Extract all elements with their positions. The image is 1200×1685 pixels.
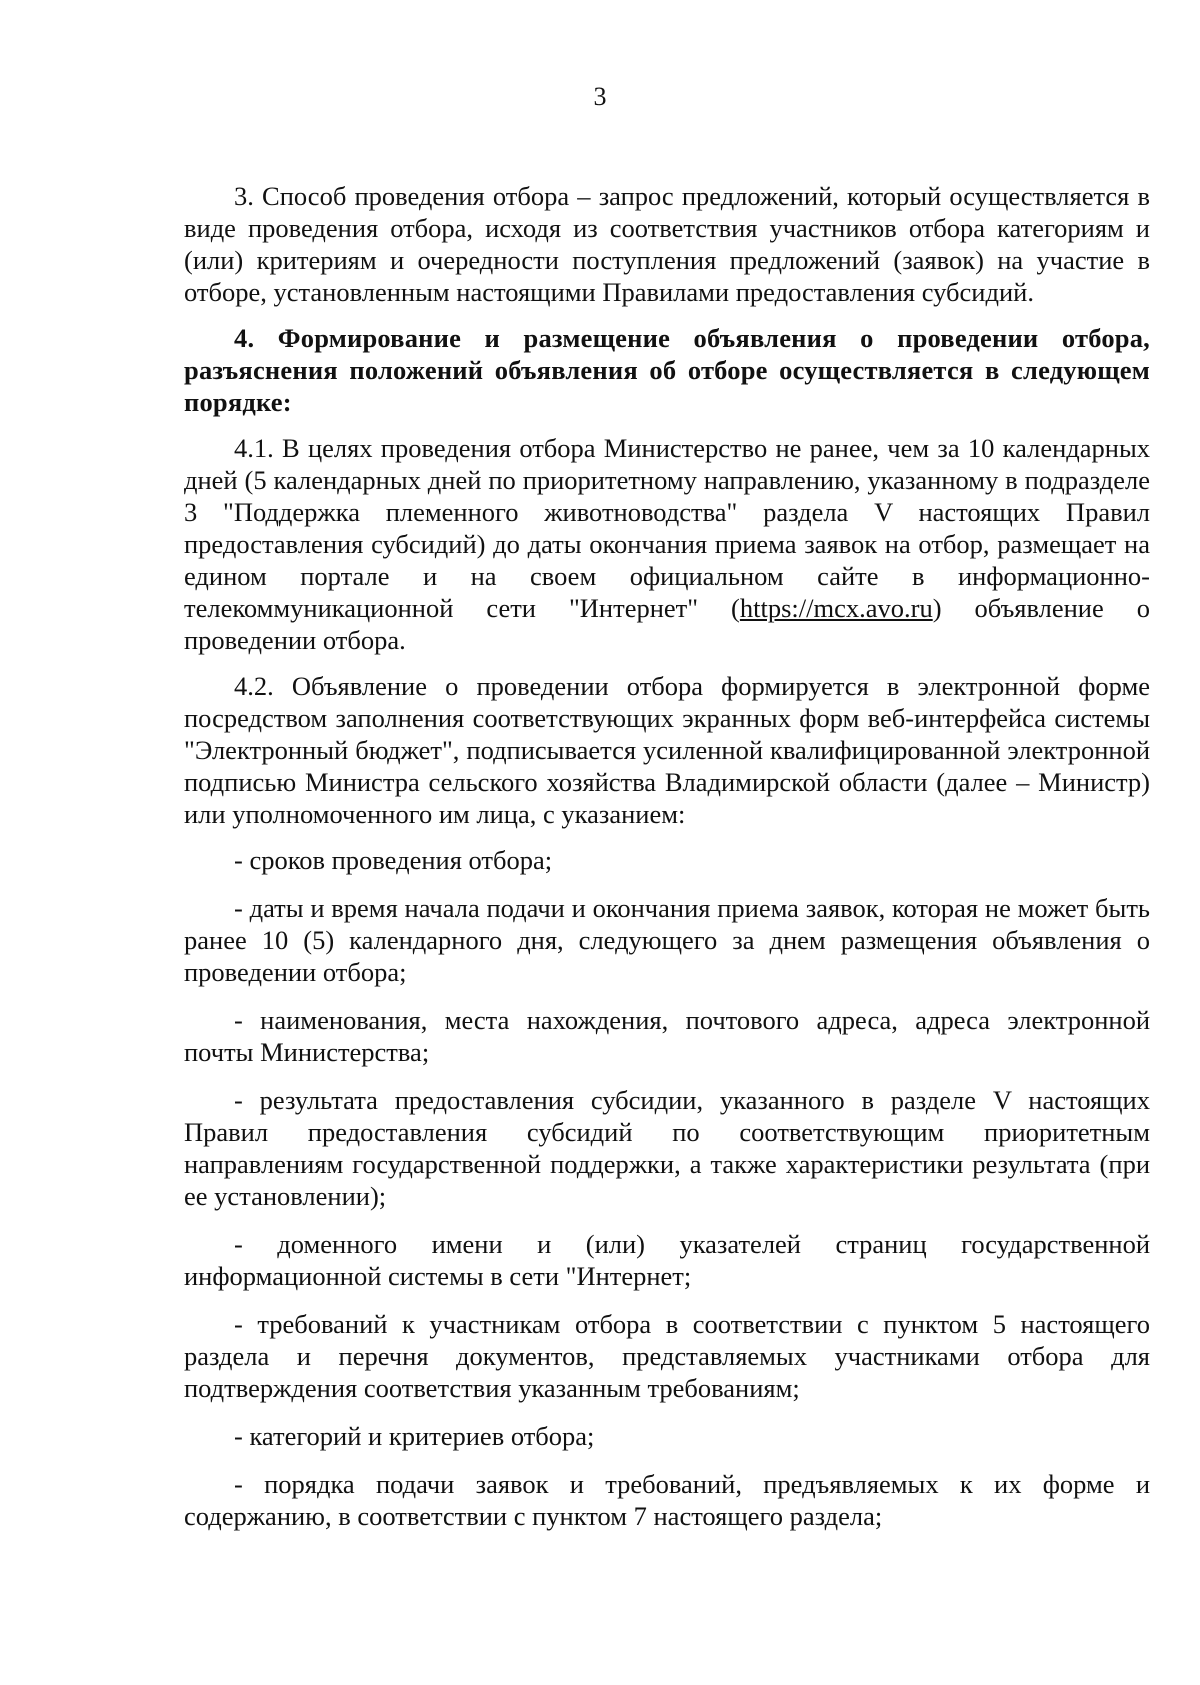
list-item: - даты и время начала подачи и окончания приема заявок, которая не может быть ранее 10 (5) календарного дня, следующего за днем размещения объявления о проведении отбора; [184,893,1150,987]
list-item: - результата предоставления субсидии, указанного в разделе V настоящих Правил предоставления субсидий по соответствующим приоритетным направлениям государственной поддержки, а также характеристики результата (при ее установлении); [184,1085,1150,1211]
list-item: - порядка подачи заявок и требований, предъявляемых к их форме и содержанию, в соответствии с пунктом 7 настоящего раздела; [184,1469,1150,1531]
section-4-heading: 4. Формирование и размещение объявления о проведении отбора, разъяснения положений объявления об отборе осуществляется в следующем порядке: [184,323,1150,417]
list-item: - категорий и критериев отбора; [234,1421,595,1451]
paragraph-4-1 [184,432,1150,656]
paragraph-4-1-text-end: ) объявление о проведении отбора. [184,593,1150,655]
list-item: - сроков проведения отбора; [234,845,553,875]
paragraph-3: 3. Способ проведения отбора – запрос предложений, который осуществляется в виде проведения отбора, исходя из соответствия участников отбора категориям и (или) критериям и очередности поступления предложений (заявок) на участие в отборе, установленным настоящими Правилами предоставления субсидий. [184,181,1150,307]
paragraph-4-2: 4.2. Объявление о проведении отбора формируется в электронной форме посредством заполнения соответствующих экранных форм веб-интерфейса системы "Электронный бюджет", подписывается усиленной квалифицированной электронной подписью Министра сельского хозяйства Владимирской области (далее – Министр) или уполномоченного им лица, с указанием: [184,671,1150,829]
list-item: - наименования, места нахождения, почтового адреса, адреса электронной почты Министерства; [184,1005,1150,1067]
list-item: - доменного имени и (или) указателей страниц государственной информационной системы в сети "Интернет; [184,1229,1150,1291]
page-number: 3 [593,82,607,111]
document-body [184,180,1150,1548]
paragraph-4-1-text: 4.1. В целях проведения отбора Министерство не ранее, чем за 10 календарных дней (5 календарных дней по приоритетному направлению, указанному в подразделе 3 "Поддержка племенного животноводства" раздела V настоящих Правил предоставления субсидий) до даты окончания приема заявок на отбор, размещает на едином портале и на своем официальном сайте в информационно-телекоммуникационной сети "Интернет" ( [184,433,1150,623]
list-item: - требований к участникам отбора в соответствии с пунктом 5 настоящего раздела и перечня документов, представляемых участниками отбора для подтверждения соответствия указанным требованиям; [184,1309,1150,1403]
ministry-website-link[interactable]: https://mcx.avo.ru [739,593,933,623]
